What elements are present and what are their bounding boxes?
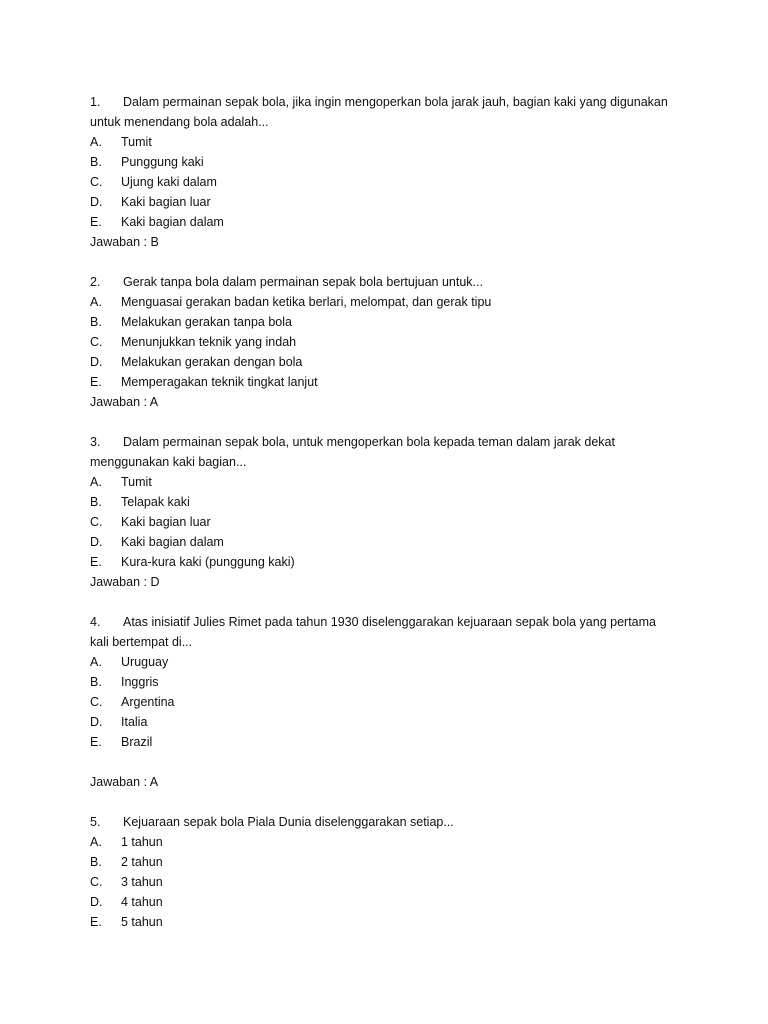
option-letter: A. [90, 295, 102, 309]
option-letter: E. [90, 915, 102, 929]
option-letter: A. [90, 135, 102, 149]
option-c [90, 692, 690, 712]
option-letter: D. [90, 715, 103, 729]
option-letter: B. [90, 495, 102, 509]
question-5-line-1 [90, 812, 690, 832]
option-letter: A. [90, 655, 102, 669]
option-a [90, 472, 690, 492]
option-letter: E. [90, 215, 102, 229]
option-d [90, 192, 690, 212]
option-letter: B. [90, 315, 102, 329]
option-e [90, 552, 690, 572]
question-5 [90, 812, 690, 932]
option-b [90, 312, 690, 332]
option-text: Memperagakan teknik tingkat lanjut [121, 375, 318, 389]
option-d [90, 532, 690, 552]
answer-line: Jawaban : B [90, 235, 159, 249]
question-4-line-1 [90, 612, 690, 632]
question-text-continued: menggunakan kaki bagian... [90, 455, 247, 469]
question-number: 5. [90, 815, 101, 829]
option-text: Kaki bagian dalam [121, 535, 224, 549]
option-e [90, 912, 690, 932]
question-2-line-1 [90, 272, 690, 292]
option-d [90, 712, 690, 732]
option-letter: B. [90, 855, 102, 869]
option-b [90, 672, 690, 692]
option-text: Tumit [121, 135, 152, 149]
option-text: Ujung kaki dalam [121, 175, 217, 189]
option-letter: E. [90, 735, 102, 749]
option-letter: C. [90, 175, 103, 189]
option-c [90, 172, 690, 192]
option-text: Menguasai gerakan badan ketika berlari, melompat, dan gerak tipu [121, 295, 492, 309]
spacer [90, 252, 690, 272]
question-4-line-2 [90, 632, 690, 652]
option-letter: D. [90, 355, 103, 369]
question-number: 4. [90, 615, 101, 629]
option-a [90, 652, 690, 672]
option-text: Italia [121, 715, 148, 729]
option-letter: D. [90, 535, 103, 549]
option-d [90, 352, 690, 372]
option-c [90, 332, 690, 352]
option-letter: D. [90, 195, 103, 209]
option-text: Brazil [121, 735, 153, 749]
question-text: Kejuaraan sepak bola Piala Dunia diselenggarakan setiap... [123, 815, 454, 829]
option-text: Kaki bagian luar [121, 195, 211, 209]
question-1-line-2 [90, 112, 690, 132]
option-letter: C. [90, 875, 103, 889]
option-b [90, 852, 690, 872]
spacer [90, 412, 690, 432]
option-text: Kaki bagian luar [121, 515, 211, 529]
option-letter: B. [90, 675, 102, 689]
option-letter: E. [90, 555, 102, 569]
spacer [90, 752, 690, 772]
question-1 [90, 92, 690, 252]
answer-line: Jawaban : D [90, 575, 160, 589]
option-letter: C. [90, 515, 103, 529]
option-e [90, 372, 690, 392]
option-text: Inggris [121, 675, 159, 689]
option-text: Tumit [121, 475, 152, 489]
question-2 [90, 272, 690, 412]
option-a [90, 832, 690, 852]
question-number: 3. [90, 435, 101, 449]
option-text: Kura-kura kaki (punggung kaki) [121, 555, 295, 569]
question-text: Dalam permainan sepak bola, untuk mengoperkan bola kepada teman dalam jarak dekat [123, 435, 615, 449]
option-text: Melakukan gerakan dengan bola [121, 355, 303, 369]
question-text: Dalam permainan sepak bola, jika ingin mengoperkan bola jarak jauh, bagian kaki yang digunakan [123, 95, 668, 109]
option-letter: C. [90, 335, 103, 349]
option-text: 4 tahun [121, 895, 163, 909]
option-text: Telapak kaki [121, 495, 190, 509]
question-text: Gerak tanpa bola dalam permainan sepak bola bertujuan untuk... [123, 275, 483, 289]
option-e [90, 732, 690, 752]
option-c [90, 872, 690, 892]
option-e [90, 212, 690, 232]
spacer [90, 792, 690, 812]
option-d [90, 892, 690, 912]
option-b [90, 152, 690, 172]
option-text: 3 tahun [121, 875, 163, 889]
option-letter: C. [90, 695, 103, 709]
option-letter: D. [90, 895, 103, 909]
option-text: Kaki bagian dalam [121, 215, 224, 229]
question-text: Atas inisiatif Julies Rimet pada tahun 1930 diselenggarakan kejuaraan sepak bola yang pertama [123, 615, 656, 629]
question-number: 2. [90, 275, 101, 289]
question-number: 1. [90, 95, 101, 109]
option-text: 2 tahun [121, 855, 163, 869]
option-b [90, 492, 690, 512]
option-letter: E. [90, 375, 102, 389]
option-a [90, 292, 690, 312]
option-text: Melakukan gerakan tanpa bola [121, 315, 292, 329]
question-4 [90, 612, 690, 792]
option-a [90, 132, 690, 152]
question-3 [90, 432, 690, 592]
answer-line: Jawaban : A [90, 775, 159, 789]
option-text: Menunjukkan teknik yang indah [121, 335, 297, 349]
option-c [90, 512, 690, 532]
question-text-continued: untuk menendang bola adalah... [90, 115, 269, 129]
option-text: Punggung kaki [121, 155, 204, 169]
spacer [90, 592, 690, 612]
question-text-continued: kali bertempat di... [90, 635, 193, 649]
option-text: Uruguay [121, 655, 169, 669]
question-3-line-1 [90, 432, 690, 452]
question-1-line-1 [90, 92, 690, 112]
option-letter: B. [90, 155, 102, 169]
option-letter: A. [90, 475, 102, 489]
option-text: 1 tahun [121, 835, 163, 849]
question-3-line-2 [90, 452, 690, 472]
document-page [90, 92, 690, 932]
option-text: Argentina [121, 695, 175, 709]
option-text: 5 tahun [121, 915, 163, 929]
option-letter: A. [90, 835, 102, 849]
answer-line: Jawaban : A [90, 395, 159, 409]
